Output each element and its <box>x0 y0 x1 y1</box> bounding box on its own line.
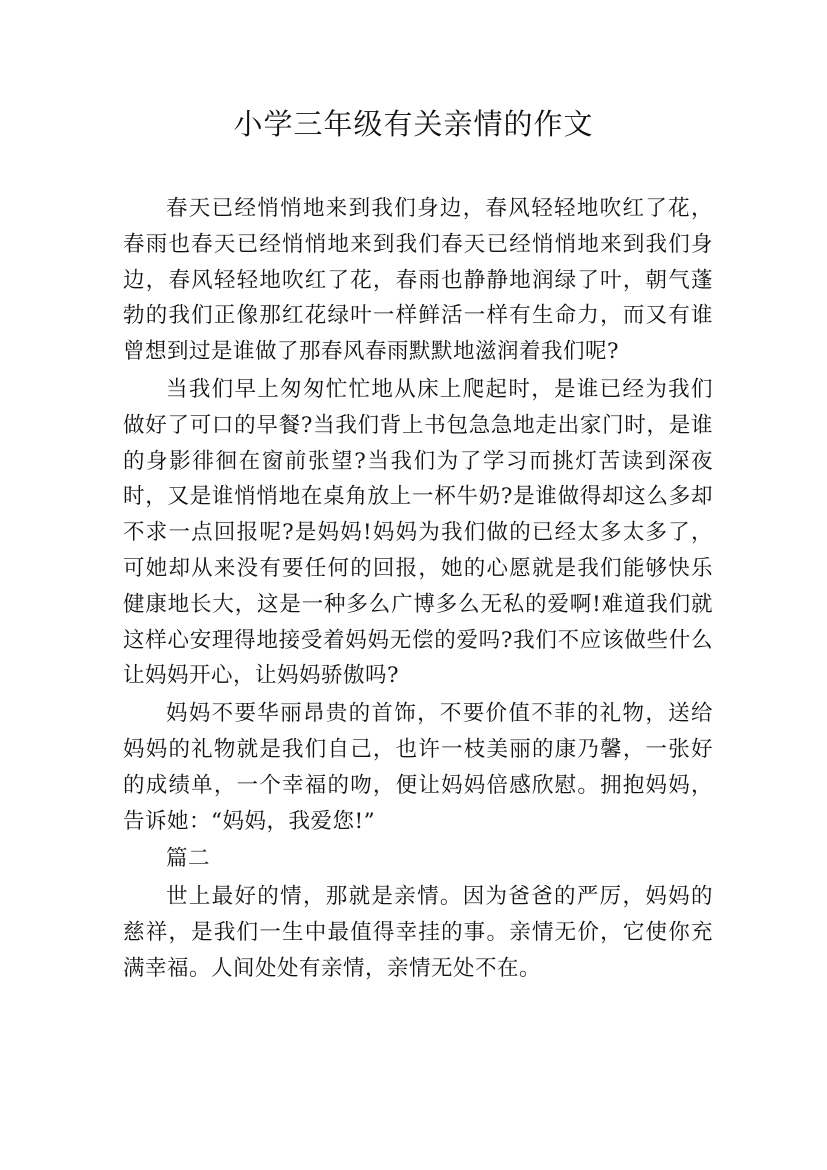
paragraph: 春天已经悄悄地来到我们身边，春风轻轻地吹红了花，春雨也春天已经悄悄地来到我们春天已经悄悄地来到我们身边，春风轻轻地吹红了花，春雨也静静地润绿了叶，朝气蓬勃的我们正像那红花绿叶一样鲜活一样有生命力，而又有谁曾想到过是谁做了那春风春雨默默地滋润着我们呢? <box>123 196 713 365</box>
paragraph: 妈妈不要华丽昂贵的首饰，不要价值不菲的礼物，送给妈妈的礼物就是我们自己，也许一枝美丽的康乃馨，一张好的成绩单，一个幸福的吻，便让妈妈倍感欣慰。拥抱妈妈，告诉她：“妈妈，我爱您!” <box>123 701 713 834</box>
document-body <box>123 191 713 989</box>
section-heading: 篇二 <box>166 846 211 872</box>
document-title: 小学三年级有关亲情的作文 <box>233 107 594 141</box>
paragraph: 世上最好的情，那就是亲情。因为爸爸的严厉，妈妈的慈祥，是我们一生中最值得幸挂的事。亲情无价，它使你充满幸福。人间处处有亲情，亲情无处不在。 <box>123 884 713 981</box>
paragraph: 当我们早上匆匆忙忙地从床上爬起时，是谁已经为我们做好了可口的早餐?当我们背上书包急急地走出家门时，是谁的身影徘徊在窗前张望?当我们为了学习而挑灯苦读到深夜时，又是谁悄悄地在桌角放上一杯牛奶?是谁做得却这么多却不求一点回报呢?是妈妈!妈妈为我们做的已经太多太多了，可她却从来没有要任何的回报，她的心愿就是我们能够快乐健康地长大，这是一种多么广博多么无私的爱啊!难道我们就这样心安理得地接受着妈妈无偿的爱吗?我们不应该做些什么让妈妈开心，让妈妈骄傲吗? <box>123 376 713 689</box>
